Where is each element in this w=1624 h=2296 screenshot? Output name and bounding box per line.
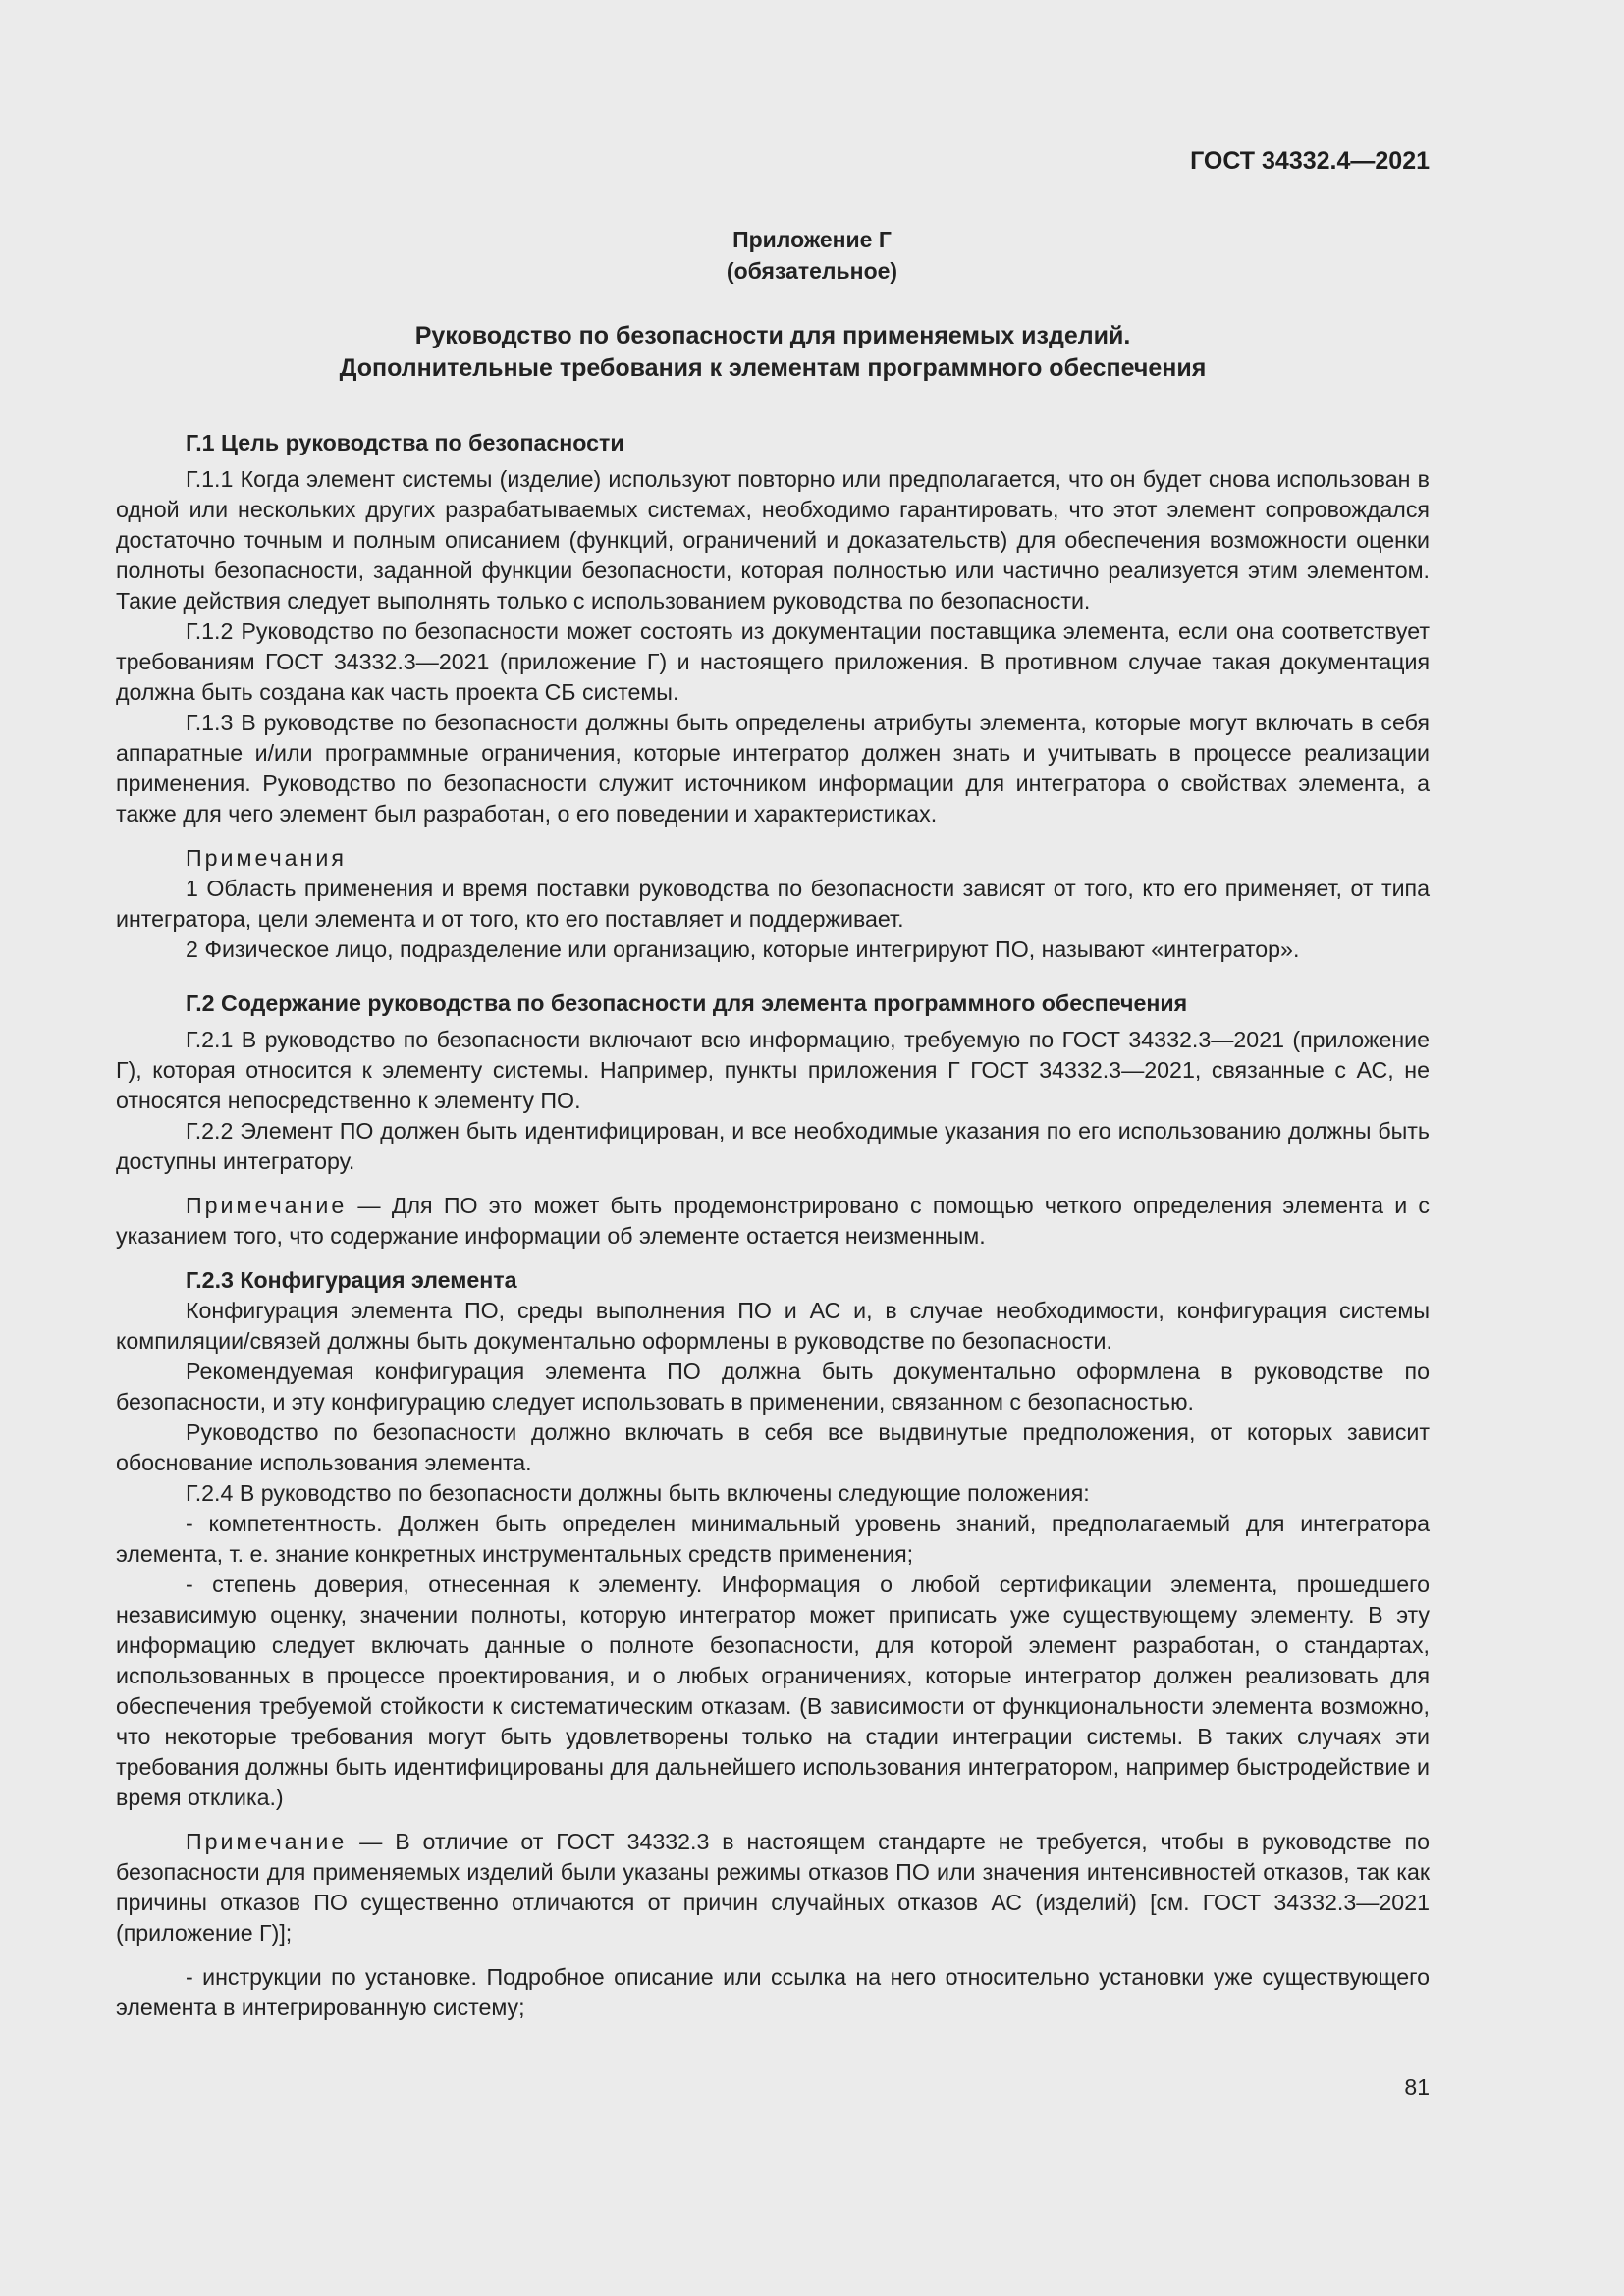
document-body: [116, 428, 1430, 2023]
clause-g1-1: Г.1.1 Когда элемент системы (изделие) используют повторно или предполагается, что он будет снова использован в одной или нескольких других разрабатываемых системах, необходимо гарантировать, что этот элемент сопровождался достаточно точным и полным описанием (функций, ограничений и доказательств) для обеспечения возможности оценки полноты безопасности, заданной функции безопасности, которая полностью или частично реализуется этим элементом. Такие действия следует выполнять только с использованием руководства по безопасности.: [116, 466, 1430, 614]
appendix-title-line1: Руководство по безопасности для применяемых изделий.: [414, 322, 1131, 349]
clause-g2-2: Г.2.2 Элемент ПО должен быть идентифицирован, и все необходимые указания по его использованию должны быть доступны интегратору.: [116, 1118, 1430, 1174]
section-g1-heading: Г.1 Цель руководства по безопасности: [186, 430, 624, 455]
clause-g2-1: Г.2.1 В руководство по безопасности включают всю информацию, требуемую по ГОСТ 34332.3—2021 (приложение Г), которая относится к элементу системы. Например, пункты приложения Г ГОСТ 34332.3—2021, связанные с АС, не относятся непосредственно к элементу ПО.: [116, 1027, 1430, 1113]
appendix-label: Приложение Г: [732, 227, 892, 252]
note-4-text: — В отличие от ГОСТ 34332.3 в настоящем стандарте не требуется, чтобы в руководстве по безопасности для применяемых изделий были указаны режимы отказов ПО или значения интенсивностей отказов, так как причины отказов ПО существенно отличаются от причин случайных отказов АС (изделий) [см. ГОСТ 34332.3—2021 (приложение Г)];: [116, 1829, 1430, 1946]
clause-g2-3-heading: Г.2.3 Конфигурация элемента: [186, 1267, 517, 1293]
clause-g2-4: Г.2.4 В руководство по безопасности должны быть включены следующие положения:: [186, 1480, 1090, 1506]
clause-g2-3-para1: Конфигурация элемента ПО, среды выполнения ПО и АС и, в случае необходимости, конфигурация системы компиляции/связей должны быть документально оформлены в руководстве по безопасности.: [116, 1298, 1430, 1354]
note-2: 2 Физическое лицо, подразделение или организацию, которые интегрируют ПО, называют «интегратор».: [186, 936, 1300, 962]
notes-label: Примечания: [186, 845, 347, 871]
list-item-competence: - компетентность. Должен быть определен минимальный уровень знаний, предполагаемый для интегратора элемента, т. е. знание конкретных инструментальных средств применения;: [116, 1511, 1430, 1567]
note-label-2: Примечание: [186, 1829, 348, 1854]
clause-g2-3-para3: Руководство по безопасности должно включать в себя все выдвинутые предположения, от которых зависит обоснование использования элемента.: [116, 1419, 1430, 1475]
note-3: [116, 1191, 1430, 1252]
clause-g1-3: Г.1.3 В руководстве по безопасности должны быть определены атрибуты элемента, которые могут включать в себя аппаратные и/или программные ограничения, которые интегратор должен знать и учитывать в процессе реализации применения. Руководство по безопасности служит источником информации для интегратора о свойствах элемента, а также для чего элемент был разработан, о его поведении и характеристиках.: [116, 710, 1430, 827]
page-number: 81: [1404, 2074, 1430, 2100]
list-item-installation: - инструкции по установке. Подробное описание или ссылка на него относительно установки уже существующего элемента в интегрированную систему;: [116, 1964, 1430, 2020]
document-code: ГОСТ 34332.4—2021: [1190, 147, 1430, 175]
note-4: [116, 1827, 1430, 1949]
clause-g2-3-para2: Рекомендуемая конфигурация элемента ПО должна быть документально оформлена в руководстве по безопасности, и эту конфигурацию следует использовать в применении, связанном с безопасностью.: [116, 1359, 1430, 1415]
note-1: 1 Область применения и время поставки руководства по безопасности зависят от того, кто его применяет, от типа интегратора, цели элемента и от того, кто его поставляет и поддерживает.: [116, 876, 1430, 932]
appendix-title-line2: Дополнительные требования к элементам программного обеспечения: [339, 354, 1207, 382]
note-label: Примечание: [186, 1193, 348, 1218]
list-item-trust-level: - степень доверия, отнесенная к элементу. Информация о любой сертификации элемента, прошедшего независимую оценку, значении полноты, которую интегратор может приписать уже существующему элементу. В эту информацию следует включать данные о полноте безопасности, для которой элемент разработан, о стандартах, использованных в процессе проектирования, и о любых ограничениях, которые интегратор должен реализовать для обеспечения требуемой стойкости к систематическим отказам. (В зависимости от функциональности элемента возможно, что некоторые требования могут быть удовлетворены только на стадии интеграции системы. В таких случаях эти требования должны быть идентифицированы для дальнейшего использования интегратором, например быстродействие и время отклика.): [116, 1572, 1430, 1810]
appendix-status: (обязательное): [726, 258, 898, 284]
note-3-text: — Для ПО это может быть продемонстрировано с помощью четкого определения элемента и с указанием того, что содержание информации об элементе остается неизменным.: [116, 1193, 1430, 1249]
clause-g1-2: Г.1.2 Руководство по безопасности может состоять из документации поставщика элемента, если она соответствует требованиям ГОСТ 34332.3—2021 (приложение Г) и настоящего приложения. В противном случае такая документация должна быть создана как часть проекта СБ системы.: [116, 618, 1430, 705]
section-g2-heading: Г.2 Содержание руководства по безопасности для элемента программного обеспечения: [186, 990, 1188, 1016]
